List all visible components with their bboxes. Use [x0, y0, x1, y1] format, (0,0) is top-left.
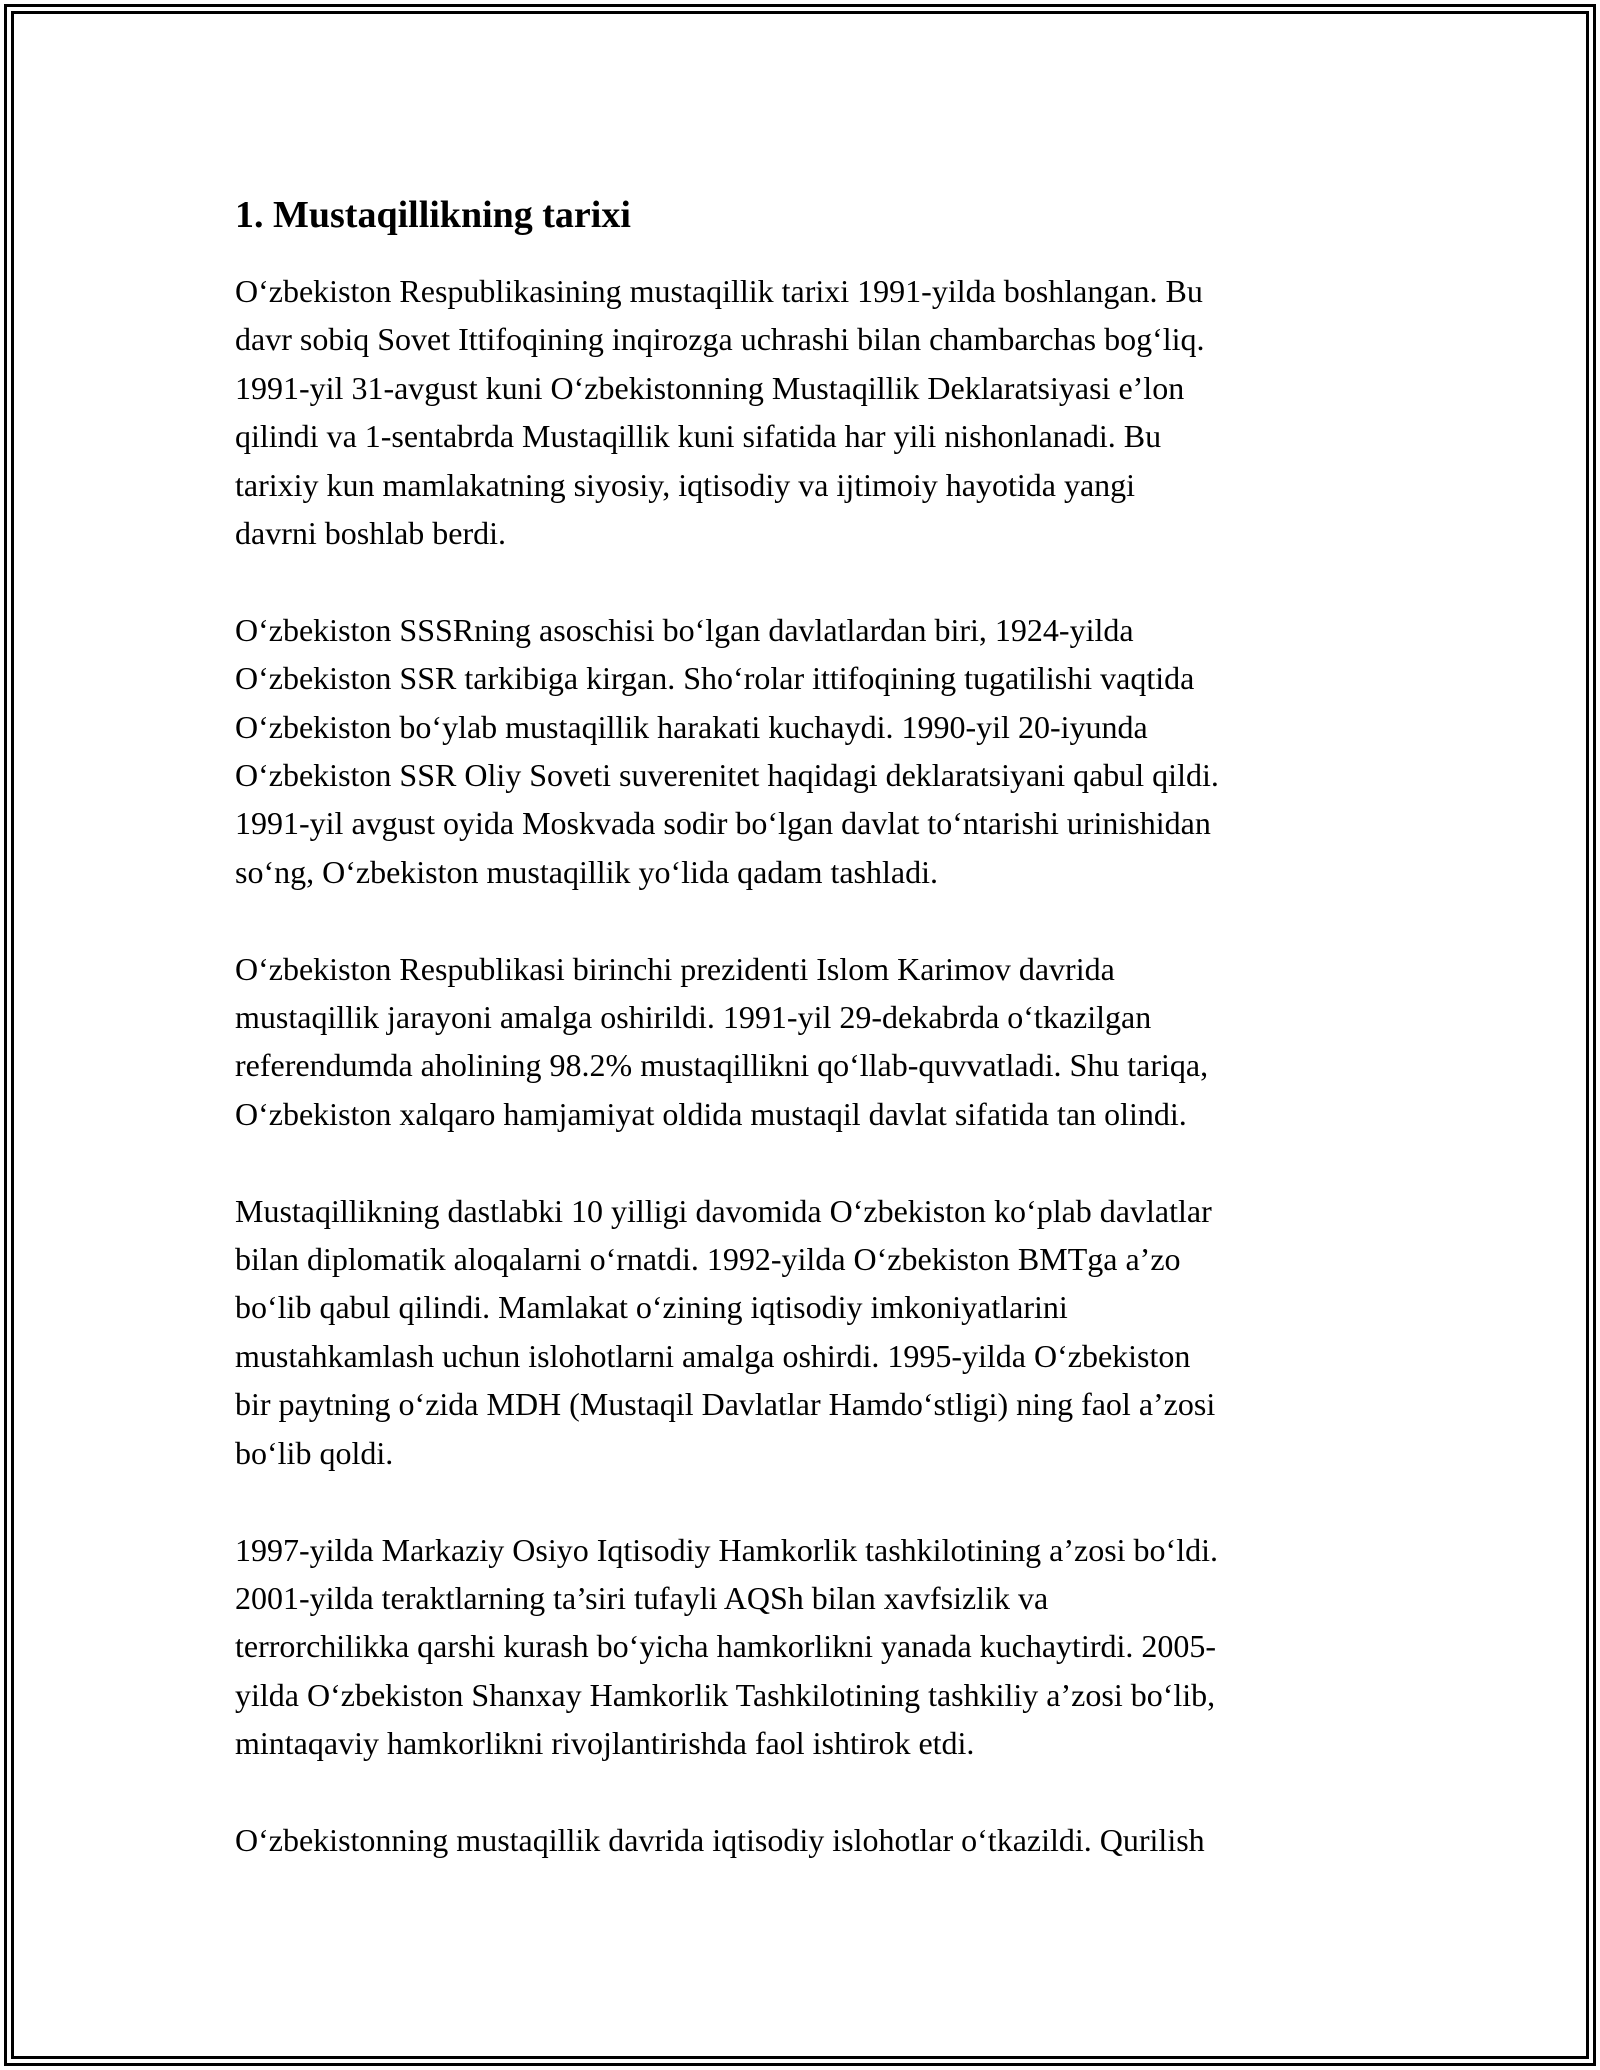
text-line: O‘zbekiston Respublikasining mustaqillik tarixi 1991-yilda boshlangan. Bu	[235, 273, 1203, 309]
text-line: davr sobiq Sovet Ittifoqining inqirozga uchrashi bilan chambarchas bog‘liq.	[235, 321, 1205, 358]
text-line: O‘zbekistonning mustaqillik davrida iqtisodiy islohotlar o‘tkazildi. Qurilish	[235, 1821, 1205, 1858]
text-line: bir paytning o‘zida MDH (Mustaqil Davlatlar Hamdo‘stligi) ning faol a’zosi	[235, 1386, 1216, 1423]
text-line: O‘zbekiston SSR Oliy Soveti suverenitet haqidagi deklaratsiyani qabul qildi.	[235, 757, 1219, 794]
text-line: terrorchilikka qarshi kurash bo‘yicha hamkorlikni yanada kuchaytirdi. 2005-	[235, 1628, 1217, 1665]
text-line: 2001-yilda teraktlarning ta’siri tufayli AQSh bilan xavfsizlik va	[235, 1579, 1049, 1616]
paragraph-2	[235, 606, 1370, 896]
document-body	[235, 185, 1370, 1913]
text-line: qilindi va 1-sentabrda Mustaqillik kuni sifatida har yili nishonlanadi. Bu	[235, 418, 1162, 455]
text-line: mintaqaviy hamkorlikni rivojlantirishda faol ishtirok etdi.	[235, 1725, 975, 1762]
text-line: O‘zbekiston bo‘ylab mustaqillik harakati kuchaydi. 1990-yil 20-iyunda	[235, 708, 1148, 745]
text-line: so‘ng, O‘zbekiston mustaqillik yo‘lida qadam tashladi.	[235, 853, 938, 890]
text-line: bo‘lib qoldi.	[235, 1434, 394, 1471]
text-line: davrni boshlab berdi.	[235, 515, 507, 552]
paragraph-3	[235, 945, 1370, 1139]
text-line: mustaqillik jarayoni amalga oshirildi. 1991-yil 29-dekabrda o‘tkazilgan	[235, 999, 1152, 1036]
section-heading: 1. Mustaqillikning tarixi	[235, 194, 631, 236]
text-line: O‘zbekiston xalqaro hamjamiyat oldida mustaqil davlat sifatida tan olindi.	[235, 1095, 1187, 1132]
text-line: Mustaqillikning dastlabki 10 yilligi davomida O‘zbekiston ko‘plab davlatlar	[235, 1192, 1212, 1229]
text-line: tarixiy kun mamlakatning siyosiy, iqtisodiy va ijtimoiy hayotida yangi	[235, 466, 1136, 503]
paragraph-5	[235, 1526, 1370, 1768]
text-line: O‘zbekiston SSSRning asoschisi bo‘lgan davlatlardan biri, 1924-yilda	[235, 611, 1134, 648]
text-line: yilda O‘zbekiston Shanxay Hamkorlik Tashkilotining tashkiliy a’zosi bo‘lib,	[235, 1676, 1216, 1713]
text-line: O‘zbekiston SSR tarkibiga kirgan. Sho‘rolar ittifoqining tugatilishi vaqtida	[235, 660, 1195, 697]
paragraph-4	[235, 1187, 1370, 1477]
text-line: 1991-yil avgust oyida Moskvada sodir bo‘lgan davlat to‘ntarishi urinishidan	[235, 805, 1211, 842]
text-line: bilan diplomatik aloqalarni o‘rnatdi. 1992-yilda O‘zbekiston BMTga a’zo	[235, 1241, 1181, 1278]
paragraph-6	[235, 1816, 1370, 1864]
text-line: bo‘lib qabul qilindi. Mamlakat o‘zining iqtisodiy imkoniyatlarini	[235, 1289, 1068, 1326]
text-line: mustahkamlash uchun islohotlarni amalga oshirdi. 1995-yilda O‘zbekiston	[235, 1337, 1191, 1374]
text-line: referendumda aholining 98.2% mustaqillikni qo‘llab-quvvatladi. Shu tariqa,	[235, 1047, 1209, 1084]
text-line: 1991-yil 31-avgust kuni O‘zbekistonning Mustaqillik Deklaratsiyasi e’lon	[235, 369, 1185, 406]
text-line: 1997-yilda Markaziy Osiyo Iqtisodiy Hamkorlik tashkilotining a’zosi bo‘ldi.	[235, 1531, 1218, 1568]
paragraph-1	[235, 267, 1370, 557]
text-line: O‘zbekiston Respublikasi birinchi prezidenti Islom Karimov davrida	[235, 950, 1115, 987]
